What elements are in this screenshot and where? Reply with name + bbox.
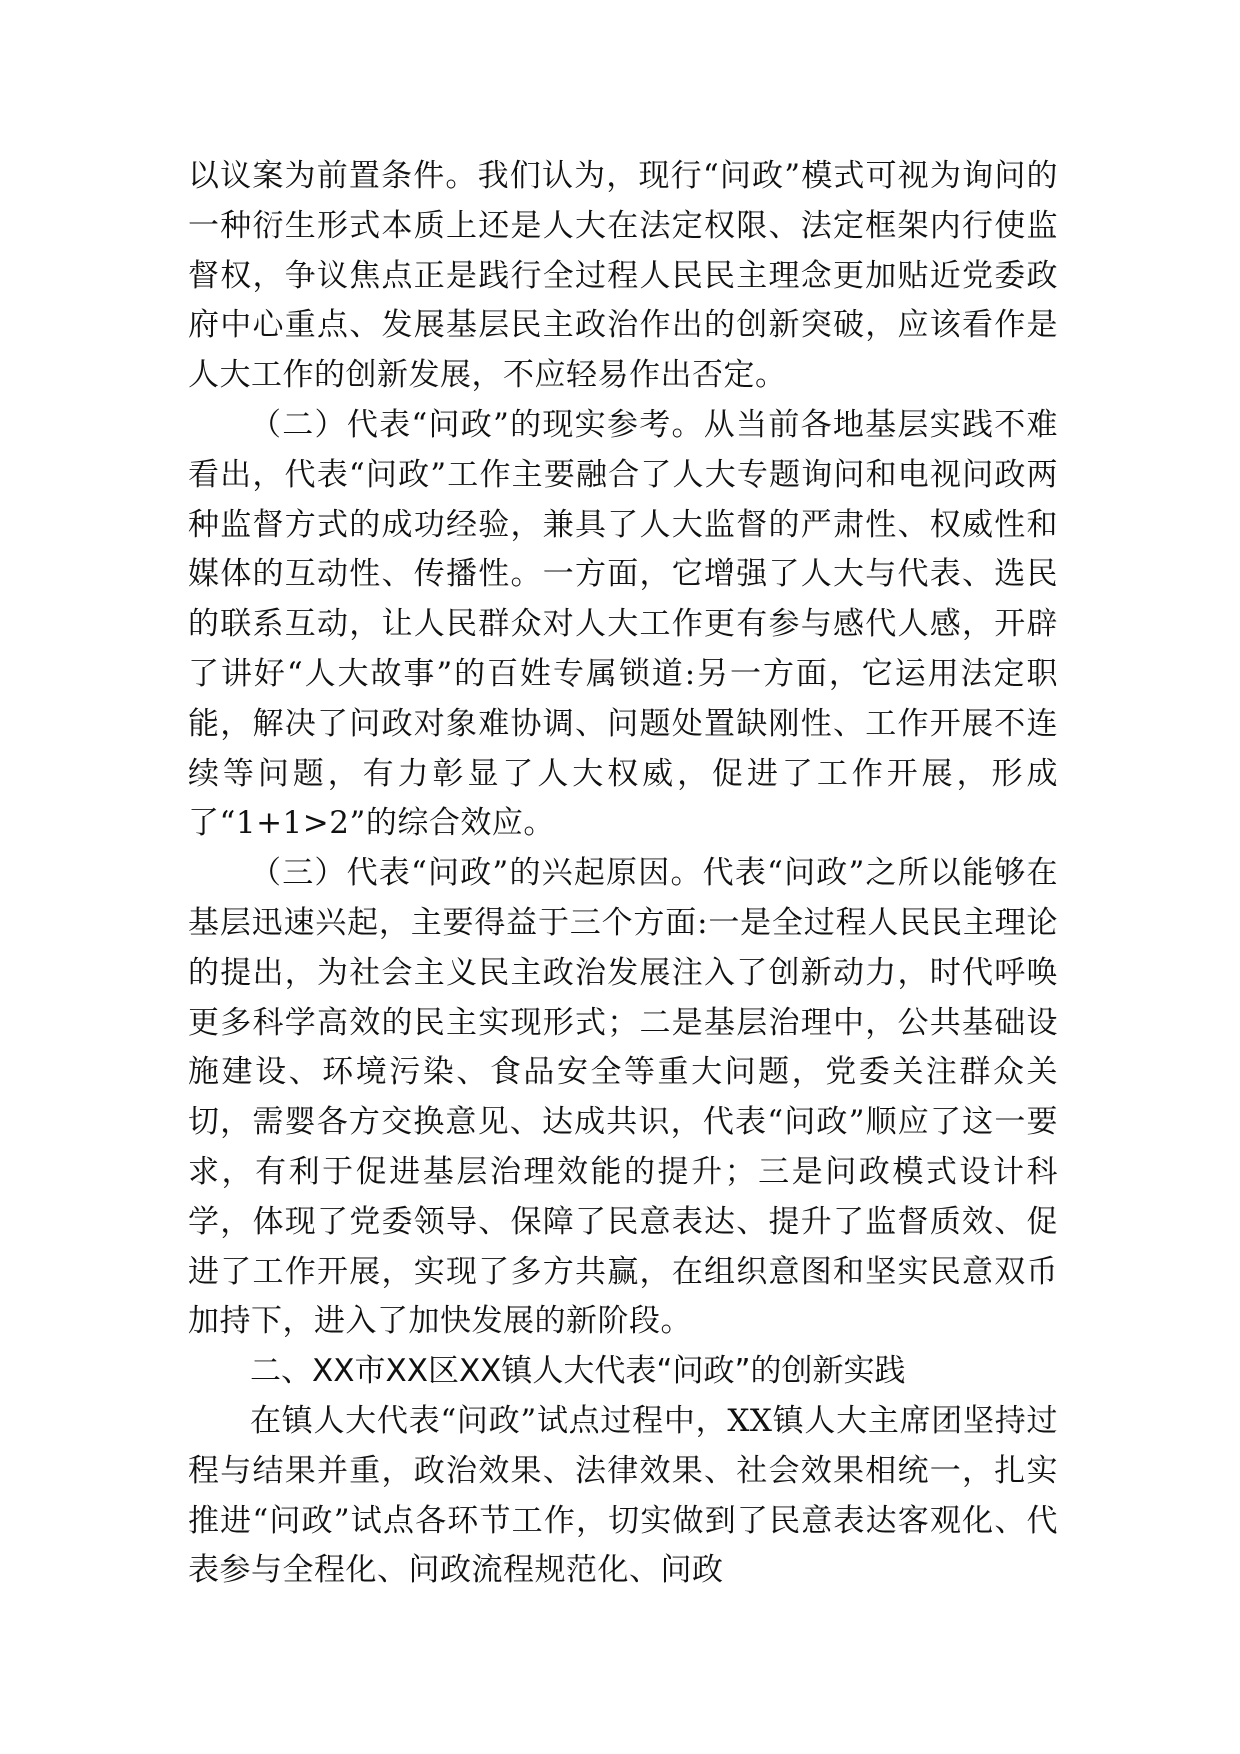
paragraph-section-3: （三）代表“问政”的兴起原因。代表“问政”之所以能够在基层迅速兴起，主要得益于三个方面:一是全过程人民民主理论的提出，为社会主义民主政治发展注入了创新动力，时代呼唤更多科学高效的民主实现形式；二是基层治理中，公共基础设施建设、环境污染、食品安全等重大问题，党委关注群众关切，需婴各方交换意见、达成共识，代表“问政”顺应了这一要求，有利于促进基层治理效能的提升；三是问政模式设计科学，体现了党委领导、保障了民意表达、提升了监督质效、促进了工作开展，实现了多方共赢，在组织意图和坚实民意双币加持下，进入了加快发展的新阶段。 bbox=[188, 855, 1058, 1340]
paragraph-final: 在镇人大代表“问政”试点过程中，XX镇人大主席团坚持过程与结果并重，政治效果、法律效果、社会效果相统一，扎实推进“问政”试点各环节工作，切实做到了民意表达客观化、代表参与全程化、问政流程规范化、问政 bbox=[188, 1402, 1058, 1589]
paragraph-section-2: （二）代表“问政”的现实参考。从当前各地基层实践不难看出，代表“问政”工作主要融合了人大专题询问和电视问政两种监督方式的成功经验，兼具了人大监督的严肃性、权威性和媒体的互动性、传播性。一方面，它增强了人大与代表、选民的联系互动，让人民群众对人大工作更有参与感代人感，开辟了讲好“人大故事”的百姓专属锁道:另一方面，它运用法定职能，解决了问政对象难协调、问题处置缺刚性、工作开展不连续等问题，有力彰显了人大权威，促进了工作开展，形成了“1+1>2”的综合效应。 bbox=[188, 406, 1058, 842]
document-page bbox=[188, 152, 1058, 1596]
section-heading: 二、XX市XX区XX镇人大代表“问政”的创新实践 bbox=[250, 1353, 906, 1390]
paragraph-continuation: 以议案为前置条件。我们认为，现行“问政”模式可视为询问的一种衍生形式本质上还是人大在法定权限、法定框架内行使监督权，争议焦点正是践行全过程人民民主理念更加贴近党委政府中心重点、发展基层民主政治作出的创新突破，应该看作是人大工作的创新发展，不应轻易作出否定。 bbox=[188, 158, 1058, 394]
